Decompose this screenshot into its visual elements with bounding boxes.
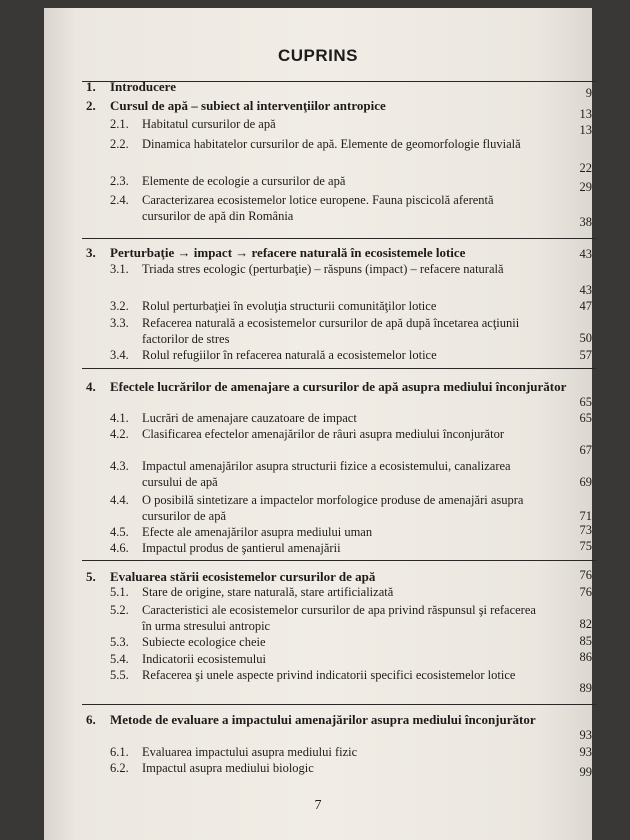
item-number: 4.1.	[110, 411, 129, 425]
item-title: Refacerea şi unele aspecte privind indicatorii specifici ecosistemelor lotice	[142, 668, 516, 682]
section-title: Efectele lucrărilor de amenajare a cursurilor de apă asupra mediului înconjurător	[110, 379, 567, 394]
item-title: Triada stres ecologic (perturbaţie) – răspuns (impact) – refacere naturală	[142, 262, 504, 276]
page-ref: 65	[579, 411, 592, 425]
page-ref: 69	[579, 475, 592, 489]
item-number: 4.5.	[110, 525, 129, 539]
item-number: 5.3.	[110, 635, 129, 649]
section-title: Cursul de apă – subiect al intervenţiilor antropice	[110, 98, 386, 113]
divider	[82, 238, 596, 239]
item-title: Indicatorii ecosistemului	[142, 652, 266, 666]
page-ref: 47	[579, 299, 592, 313]
section-number: 1.	[86, 79, 96, 94]
page-ref: 43	[579, 283, 592, 297]
page-ref: 29	[579, 180, 592, 194]
item-title: Caracteristici ale ecosistemelor cursurilor de apa privind răspunsul şi refacerea în urma stresului antropic	[142, 603, 536, 633]
item-number: 2.2.	[110, 137, 129, 151]
item-title: Impactul produs de şantierul amenajării	[142, 541, 341, 555]
item-number: 6.2.	[110, 761, 129, 775]
page-ref: 93	[579, 728, 592, 742]
page-ref: 93	[579, 745, 592, 759]
section-number: 3.	[86, 245, 96, 260]
page-ref: 9	[585, 86, 592, 100]
item-number: 3.4.	[110, 348, 129, 362]
item-number: 4.6.	[110, 541, 129, 555]
page-ref: 57	[579, 348, 592, 362]
divider	[82, 704, 596, 705]
item-number: 3.3.	[110, 316, 129, 330]
page-ref: 99	[579, 765, 592, 779]
item-number: 4.3.	[110, 459, 129, 473]
page-ref: 38	[579, 215, 592, 229]
item-title: Impactul asupra mediului biologic	[142, 761, 314, 775]
item-number: 4.4.	[110, 493, 129, 507]
item-number: 5.1.	[110, 585, 129, 599]
page-ref: 43	[579, 247, 592, 261]
divider	[82, 368, 596, 369]
divider	[82, 560, 596, 561]
page-ref: 86	[579, 650, 592, 664]
page-ref: 65	[579, 395, 592, 409]
page-ref: 76	[579, 585, 592, 599]
page-ref: 50	[579, 331, 592, 345]
item-title: O posibilă sintetizare a impactelor morfologice produse de amenajări asupra cursurilor de apă	[142, 493, 524, 523]
section-number: 5.	[86, 569, 96, 584]
item-title: Evaluarea impactului asupra mediului fizic	[142, 745, 358, 759]
page-ref: 82	[579, 617, 592, 631]
item-title: Subiecte ecologice cheie	[142, 635, 266, 649]
page-ref: 13	[579, 123, 592, 137]
item-title: Habitatul cursurilor de apă	[142, 117, 276, 131]
item-title: Refacerea naturală a ecosistemelor cursurilor de apă după încetarea acţiunii factorilor de stres	[142, 316, 520, 346]
page-ref: 85	[579, 634, 592, 648]
item-number: 2.1.	[110, 117, 129, 131]
item-title: Stare de origine, stare naturală, stare artificializată	[142, 585, 394, 599]
item-number: 2.3.	[110, 174, 129, 188]
page-ref: 75	[579, 539, 592, 553]
item-title: Lucrări de amenajare cauzatoare de impact	[142, 411, 357, 425]
page-title: CUPRINS	[277, 46, 358, 65]
item-title: Rolul refugiilor în refacerea naturală a ecosistemelor lotice	[142, 348, 437, 362]
item-number: 6.1.	[110, 745, 129, 759]
item-number: 5.5.	[110, 668, 129, 682]
item-title: Elemente de ecologie a cursurilor de apă	[142, 174, 346, 188]
section-title: Evaluarea stării ecosistemelor cursurilor de apă	[110, 569, 376, 584]
page-ref: 76	[579, 568, 592, 582]
book-page	[44, 8, 592, 840]
page-ref: 13	[579, 107, 592, 121]
item-number: 3.2.	[110, 299, 129, 313]
item-number: 3.1.	[110, 262, 129, 276]
item-title: Dinamica habitatelor cursurilor de apă. Elemente de geomorfologie fluvială	[142, 137, 521, 151]
section-number: 2.	[86, 98, 96, 113]
item-number: 2.4.	[110, 193, 129, 207]
section-title: Metode de evaluare a impactului amenajărilor asupra mediului înconjurător	[110, 712, 536, 727]
page-ref: 67	[579, 443, 592, 457]
item-title: Efecte ale amenajărilor asupra mediului uman	[142, 525, 373, 539]
page-ref: 22	[579, 161, 592, 175]
item-number: 5.4.	[110, 652, 129, 666]
item-title: Rolul perturbaţiei în evoluţia structurii comunităţilor lotice	[142, 299, 437, 313]
section-title: Introducere	[110, 79, 176, 94]
item-number: 5.2.	[110, 603, 129, 617]
page-ref: 73	[579, 523, 592, 537]
item-number: 4.2.	[110, 427, 129, 441]
section-number: 6.	[86, 712, 96, 727]
page-number: 7	[314, 798, 322, 813]
page-ref: 71	[579, 509, 592, 523]
item-title: Impactul amenajărilor asupra structurii fizice a ecosistemului, canalizarea cursului de apă	[142, 459, 511, 489]
item-title: Caracterizarea ecosistemelor lotice europene. Fauna piscicolă aferentă cursurilor de apă din România	[142, 193, 494, 223]
section-number: 4.	[86, 379, 96, 394]
item-title: Clasificarea efectelor amenajărilor de râuri asupra mediului înconjurător	[142, 427, 504, 441]
section-title: Perturbaţie → impact → refacere naturală în ecosistemele lotice	[110, 245, 466, 260]
page-ref: 89	[579, 681, 592, 695]
